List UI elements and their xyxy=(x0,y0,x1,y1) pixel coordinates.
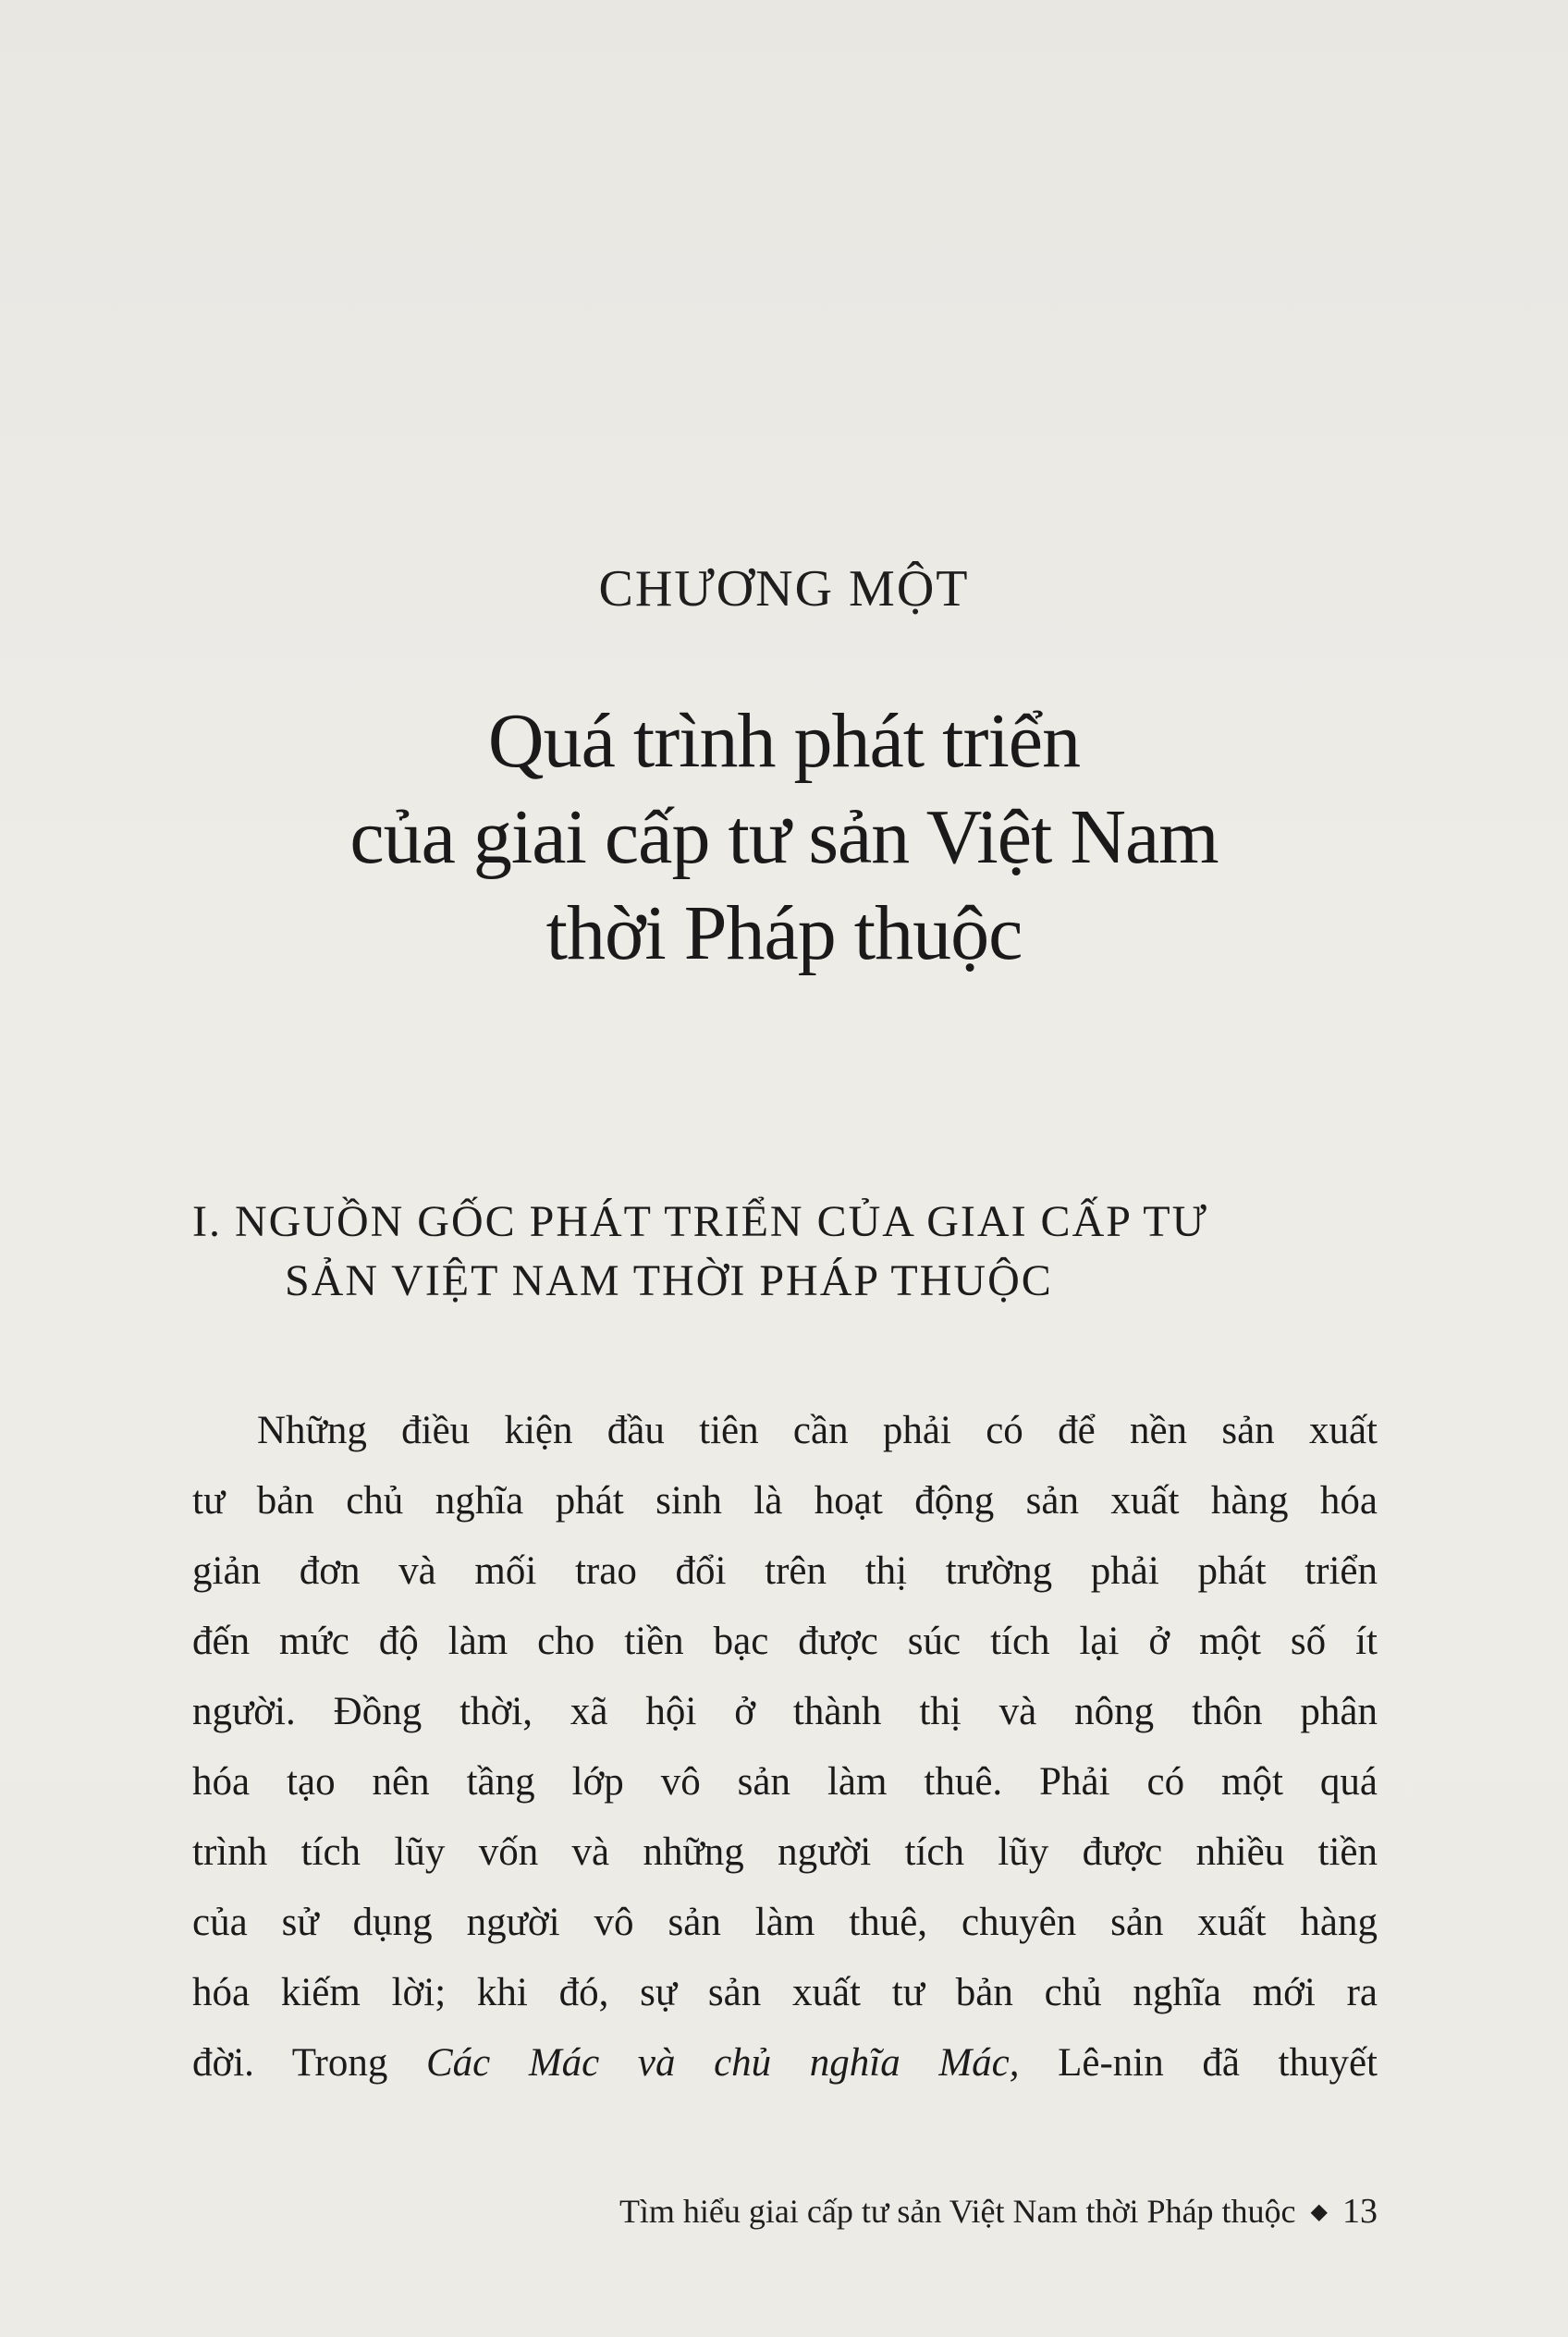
chapter-label: CHƯƠNG MỘT xyxy=(598,560,970,618)
book-title-italic: Các Mác và chủ nghĩa Mác, xyxy=(425,2041,1020,2085)
body-line: hóa tạo nên tầng lớp vô sản làm thuê. Phải có một quá xyxy=(192,1760,1378,1804)
section-heading xyxy=(192,1193,1385,1311)
body-line: trình tích lũy vốn và những người tích lũy được nhiều tiền xyxy=(192,1830,1378,1874)
body-line: tư bản chủ nghĩa phát sinh là hoạt động sản xuất hàng hóa xyxy=(192,1479,1378,1523)
section-heading-line: I. NGUỒN GỐC PHÁT TRIỂN CỦA GIAI CẤP TƯ xyxy=(192,1197,1208,1246)
running-title: Tìm hiểu giai cấp tư sản Việt Nam thời Pháp thuộc xyxy=(619,2193,1296,2230)
diamond-separator-icon: ◆ xyxy=(1310,2200,1328,2224)
page-footer xyxy=(619,2191,1378,2232)
body-line: hóa kiếm lời; khi đó, sự sản xuất tư bản chủ nghĩa mới ra xyxy=(192,1971,1378,2014)
section-heading-line: SẢN VIỆT NAM THỜI PHÁP THUỘC xyxy=(285,1256,1053,1305)
body-text-segment: đời. Trong xyxy=(192,2041,426,2085)
body-line: của sử dụng người vô sản làm thuê, chuyên sản xuất hàng xyxy=(192,1901,1378,1944)
page-number: 13 xyxy=(1342,2192,1378,2231)
body-text-segment: Lê-nin đã thuyết xyxy=(1019,2041,1378,2085)
body-line-last xyxy=(192,2028,1378,2098)
body-line: Những điều kiện đầu tiên cần phải có để nền sản xuất xyxy=(257,1409,1378,1452)
chapter-title-line: thời Pháp thuộc xyxy=(545,890,1023,976)
body-line: đến mức độ làm cho tiền bạc được súc tích lại ở một số ít xyxy=(192,1620,1378,1663)
body-line: người. Đồng thời, xã hội ở thành thị và nông thôn phân xyxy=(192,1690,1378,1733)
chapter-title-line: của giai cấp tư sản Việt Nam xyxy=(349,794,1219,880)
body-paragraph xyxy=(192,1396,1378,2098)
body-line: giản đơn và mối trao đổi trên thị trường phải phát triển xyxy=(192,1549,1378,1593)
chapter-title xyxy=(0,693,1568,982)
chapter-title-line: Quá trình phát triển xyxy=(487,698,1081,784)
